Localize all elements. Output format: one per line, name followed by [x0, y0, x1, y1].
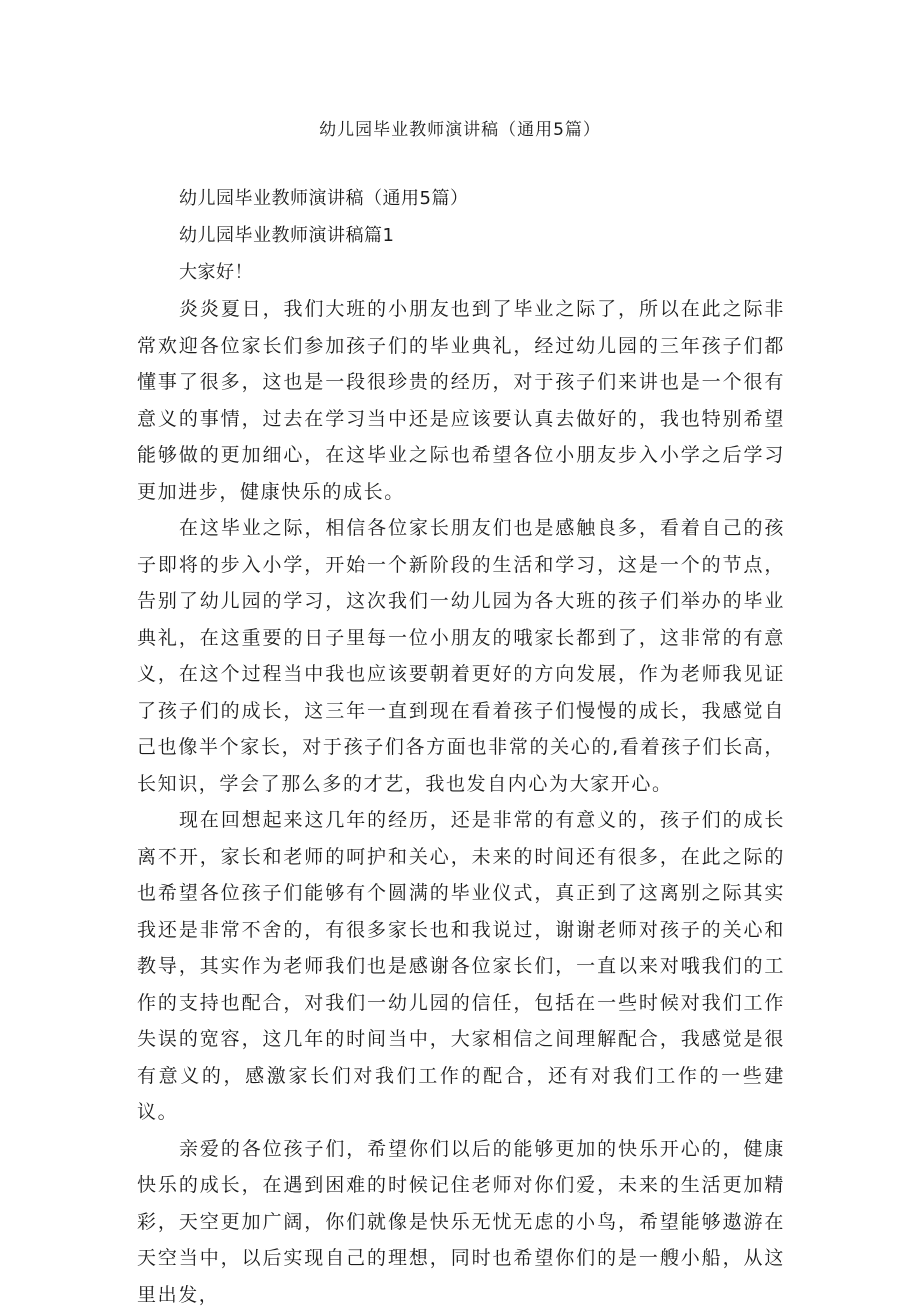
paragraph-1: 炎炎夏日，我们大班的小朋友也到了毕业之际了，所以在此之际非常欢迎各位家长们参加孩子们的毕业典礼，经过幼儿园的三年孩子们都懂事了很多，这也是一段很珍贵的经历，对于孩子们来讲也是一个很有意义的事情，过去在学习当中还是应该要认真去做好的，我也特别希望能够做的更加细心，在这毕业之际也希望各位小朋友步入小学之后学习更加进步，健康快乐的成长。	[137, 291, 785, 510]
document-body	[137, 180, 785, 1313]
paragraph-4: 亲爱的各位孩子们，希望你们以后的能够更加的快乐开心的，健康快乐的成长，在遇到困难的时候记住老师对你们爱，未来的生活更加精彩，天空更加广阔，你们就像是快乐无忧无虑的小鸟，希望能够遨游在天空当中，以后实现自己的理想，同时也希望你们的是一艘小船，从这里出发，	[137, 1131, 785, 1313]
document-title: 幼儿园毕业教师演讲稿（通用5篇）	[0, 118, 920, 142]
document-subtitle: 幼儿园毕业教师演讲稿（通用5篇）	[137, 180, 785, 217]
paragraph-2: 在这毕业之际，相信各位家长朋友们也是感触良多，看着自己的孩子即将的步入小学，开始一个新阶段的生活和学习，这是一个的节点，告别了幼儿园的学习，这次我们一幼儿园为各大班的孩子们举办的毕业典礼，在这重要的日子里每一位小朋友的哦家长都到了，这非常的有意义，在这个过程当中我也应该要朝着更好的方向发展，作为老师我见证了孩子们的成长，这三年一直到现在看着孩子们慢慢的成长，我感觉自己也像半个家长，对于孩子们各方面也非常的关心的,看着孩子们长高，长知识，学会了那么多的才艺，我也发自内心为大家开心。	[137, 510, 785, 802]
section-heading: 幼儿园毕业教师演讲稿篇1	[137, 217, 785, 254]
greeting: 大家好！	[137, 254, 785, 291]
paragraph-3: 现在回想起来这几年的经历，还是非常的有意义的，孩子们的成长离不开，家长和老师的呵护和关心，未来的时间还有很多，在此之际的也希望各位孩子们能够有个圆满的毕业仪式，真正到了这离别之际其实我还是非常不舍的，有很多家长也和我说过，谢谢老师对孩子的关心和教导，其实作为老师我们也是感谢各位家长们，一直以来对哦我们的工作的支持也配合，对我们一幼儿园的信任，包括在一些时候对我们工作失误的宽容，这几年的时间当中，大家相信之间理解配合，我感觉是很有意义的，感激家长们对我们工作的配合，还有对我们工作的一些建议。	[137, 802, 785, 1131]
